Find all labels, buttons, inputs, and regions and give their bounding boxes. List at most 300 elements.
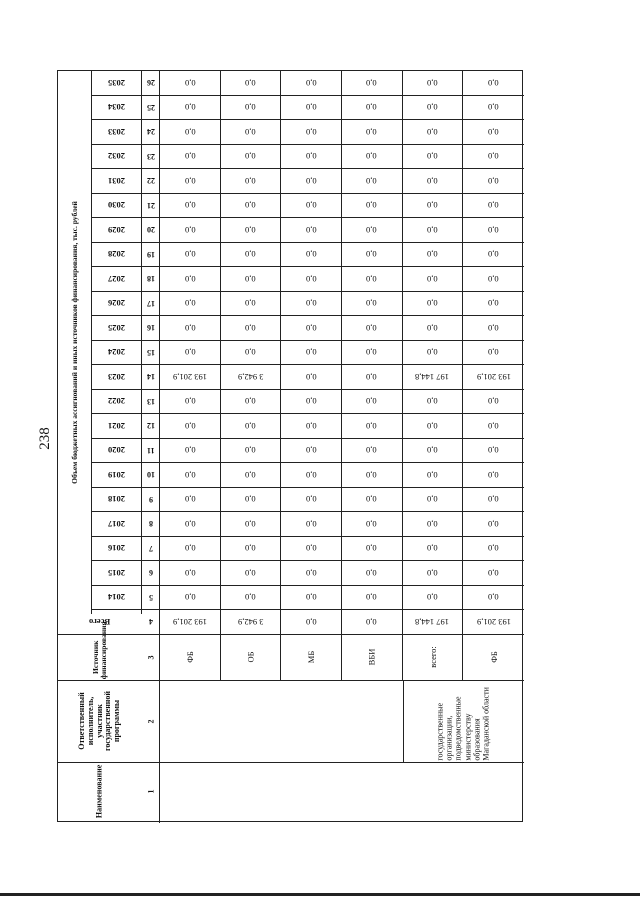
- column-number-cell: [142, 71, 159, 96]
- total-header-label: Всего: [89, 616, 111, 627]
- cell-value: 0,0: [245, 347, 256, 358]
- year-values-row: [160, 316, 524, 341]
- cell-value: 0,0: [305, 396, 317, 407]
- cell-value: 193 201,9: [476, 371, 511, 382]
- table-cell: [403, 586, 464, 610]
- column-number-cell: [142, 316, 159, 341]
- column-number: 19: [146, 249, 155, 259]
- cell-value: 0,0: [366, 249, 378, 260]
- cell-value: 0,0: [245, 200, 256, 211]
- table-cell: [403, 169, 464, 193]
- year-values-row: [160, 512, 524, 537]
- cell-value: 0,0: [488, 249, 499, 260]
- year-values-row: [160, 267, 524, 292]
- column-number: 2: [146, 719, 155, 723]
- column-number: 26: [146, 78, 155, 88]
- table-cell: [221, 71, 282, 95]
- year-label: 2025: [108, 322, 125, 333]
- table-cell: [342, 267, 403, 291]
- year-label: 2023: [108, 371, 125, 382]
- year-label: 2035: [108, 77, 125, 88]
- table-cell: [160, 488, 221, 512]
- column-number: 6: [148, 568, 153, 578]
- table-cell: [160, 120, 221, 144]
- table-cell: [221, 169, 282, 193]
- cell-value: 0,0: [184, 396, 196, 407]
- year-header-cell: [92, 439, 141, 464]
- cell-value: 0,0: [184, 469, 196, 480]
- column-number: 14: [146, 372, 155, 382]
- table-cell: [463, 243, 524, 267]
- cell-value: 0,0: [245, 396, 256, 407]
- year-header-column: [92, 71, 142, 614]
- table-cell: [221, 561, 282, 585]
- table-cell: [160, 292, 221, 316]
- cell-value: 0,0: [427, 445, 438, 456]
- cell-value: 0,0: [305, 200, 317, 211]
- cell-value: 0,0: [184, 224, 196, 235]
- cell-value: 0,0: [184, 102, 196, 113]
- cell-value: 0,0: [305, 224, 317, 235]
- year-header-cell: [92, 194, 141, 219]
- table-cell: [403, 365, 464, 389]
- year-values-row: [160, 463, 524, 488]
- year-header-cell: [92, 145, 141, 170]
- table-cell: [281, 586, 342, 610]
- cell-value: 0,0: [427, 77, 438, 88]
- cell-value: 0,0: [427, 469, 438, 480]
- cell-value: 0,0: [184, 77, 196, 88]
- table-cell: [160, 96, 221, 120]
- source-label: ФБ: [488, 651, 499, 663]
- cell-value: 0,0: [366, 298, 378, 309]
- column-number-cell: [142, 365, 159, 390]
- table-cell: [221, 292, 282, 316]
- table-cell: [160, 267, 221, 291]
- cell-value: 0,0: [427, 543, 438, 554]
- year-label: 2028: [108, 249, 125, 260]
- cell-value: 0,0: [184, 347, 196, 358]
- source-label: всего:: [427, 646, 438, 668]
- year-header-cell: [92, 267, 141, 292]
- table-cell: [463, 218, 524, 242]
- cell-value: 0,0: [245, 420, 256, 431]
- cell-value: 0,0: [427, 200, 438, 211]
- table-cell: [463, 561, 524, 585]
- table-cell: [342, 243, 403, 267]
- cell-value: 0,0: [305, 249, 317, 260]
- column-number-cell: [142, 439, 159, 464]
- table-cell: [463, 463, 524, 487]
- cell-value: 0,0: [305, 151, 317, 162]
- cell-value: 0,0: [305, 175, 317, 186]
- year-values-row: [160, 169, 524, 194]
- cell-value: 0,0: [366, 616, 378, 627]
- table-cell: [160, 71, 221, 95]
- cell-value: 0,0: [245, 518, 256, 529]
- cell-value: 193 201,9: [476, 616, 511, 627]
- cell-value: 0,0: [245, 567, 256, 578]
- table-cell: [403, 390, 464, 414]
- table-cell: [463, 96, 524, 120]
- year-label: 2019: [108, 469, 125, 480]
- table-cell: [221, 439, 282, 463]
- year-label: 2016: [108, 543, 125, 554]
- cell-value: 3 942,9: [237, 616, 264, 627]
- cell-value: 0,0: [305, 77, 317, 88]
- table-cell: [463, 610, 524, 634]
- cell-value: 0,0: [488, 322, 499, 333]
- year-values-row: [160, 439, 524, 464]
- table-cell: [403, 316, 464, 340]
- table-cell: [281, 292, 342, 316]
- table-cell: [281, 71, 342, 95]
- cell-value: 0,0: [427, 494, 438, 505]
- table-cell: [403, 341, 464, 365]
- name-header-label: Наименование: [94, 764, 104, 818]
- responsible-area: [160, 681, 524, 763]
- cell-value: 0,0: [245, 543, 256, 554]
- cell-value: 197 144,8: [415, 616, 450, 627]
- table-cell: [281, 341, 342, 365]
- cell-value: 0,0: [184, 543, 196, 554]
- cell-value: 0,0: [366, 592, 378, 603]
- column-number: 12: [146, 421, 155, 431]
- table-cell: [221, 610, 282, 634]
- source-cell: [281, 635, 342, 680]
- cell-value: 0,0: [427, 567, 438, 578]
- cell-value: 0,0: [366, 126, 378, 137]
- year-header-cell: [92, 512, 141, 537]
- table-cell: [342, 439, 403, 463]
- table-cell: [463, 414, 524, 438]
- table-cell: [281, 439, 342, 463]
- column-number: 3: [146, 655, 155, 659]
- cell-value: 193 201,9: [172, 371, 207, 382]
- table-cell: [403, 267, 464, 291]
- column-number-column: [142, 71, 160, 823]
- year-label: 2015: [108, 567, 125, 578]
- cell-value: 0,0: [427, 322, 438, 333]
- table-cell: [281, 218, 342, 242]
- table-cell: [221, 218, 282, 242]
- cell-value: 0,0: [245, 249, 256, 260]
- table-cell: [281, 365, 342, 389]
- column-number-cell: [142, 414, 159, 439]
- table-cell: [342, 512, 403, 536]
- year-label: 2026: [108, 298, 125, 309]
- year-label: 2029: [108, 224, 125, 235]
- cell-value: 0,0: [366, 224, 378, 235]
- cell-value: 0,0: [488, 126, 499, 137]
- column-number-cell: [142, 586, 159, 611]
- table-cell: [342, 145, 403, 169]
- column-number-cell: [142, 561, 159, 586]
- cell-value: 0,0: [488, 543, 499, 554]
- year-label: 2027: [108, 273, 125, 284]
- table-cell: [463, 145, 524, 169]
- cell-value: 0,0: [427, 298, 438, 309]
- year-header-cell: [92, 243, 141, 268]
- cell-value: 0,0: [305, 102, 317, 113]
- year-label: 2033: [108, 126, 125, 137]
- year-values-row: [160, 145, 524, 170]
- table-cell: [221, 341, 282, 365]
- year-header-cell: [92, 414, 141, 439]
- year-values-row: [160, 341, 524, 366]
- table-cell: [463, 292, 524, 316]
- year-label: 2022: [108, 396, 125, 407]
- column-number-cell: [142, 96, 159, 121]
- cell-value: 0,0: [245, 445, 256, 456]
- column-number-cell: [142, 512, 159, 537]
- column-number: 5: [148, 592, 153, 602]
- table-cell: [281, 463, 342, 487]
- table-cell: [281, 537, 342, 561]
- cell-value: 0,0: [245, 151, 256, 162]
- year-header-cell: [92, 341, 141, 366]
- cell-value: 0,0: [184, 420, 196, 431]
- responsible-text: государственные организации, подведомственные министерству образования Магаданской области: [435, 687, 491, 761]
- table-cell: [463, 316, 524, 340]
- table-cell: [342, 96, 403, 120]
- table-cell: [160, 194, 221, 218]
- table-cell: [403, 243, 464, 267]
- cell-value: 0,0: [366, 371, 378, 382]
- year-label: 2020: [108, 445, 125, 456]
- column-number-cell: [142, 292, 159, 317]
- year-label: 2030: [108, 200, 125, 211]
- cell-value: 0,0: [184, 200, 196, 211]
- table-cell: [342, 414, 403, 438]
- column-number: 16: [146, 323, 155, 333]
- table-cell: [160, 414, 221, 438]
- source-label: ВБИ: [366, 648, 377, 666]
- year-values-row: [160, 414, 524, 439]
- cell-value: 0,0: [184, 567, 196, 578]
- year-values-row: [160, 218, 524, 243]
- column-number: 21: [146, 200, 155, 210]
- year-header-cell: [92, 96, 141, 121]
- table-cell: [160, 561, 221, 585]
- footer-rule: [0, 893, 640, 896]
- year-values-row: [160, 390, 524, 415]
- column-number-cell: [142, 537, 159, 562]
- cell-value: 0,0: [488, 420, 499, 431]
- cell-value: 0,0: [305, 322, 317, 333]
- column-number: 10: [146, 470, 155, 480]
- column-number-cell: [142, 635, 159, 681]
- cell-value: 0,0: [245, 592, 256, 603]
- cell-value: 0,0: [245, 469, 256, 480]
- table-cell: [221, 488, 282, 512]
- table-cell: [160, 586, 221, 610]
- table-cell: [342, 610, 403, 634]
- cell-value: 0,0: [488, 567, 499, 578]
- table-cell: [342, 194, 403, 218]
- column-number-cell: [142, 763, 159, 821]
- cell-value: 0,0: [488, 298, 499, 309]
- column-number: 9: [148, 494, 153, 504]
- cell-value: 0,0: [366, 469, 378, 480]
- table-cell: [403, 439, 464, 463]
- cell-value: 0,0: [366, 322, 378, 333]
- table-cell: [160, 316, 221, 340]
- year-header-cell: [92, 561, 141, 586]
- table-cell: [463, 537, 524, 561]
- table-cell: [463, 341, 524, 365]
- year-label: 2034: [108, 102, 125, 113]
- table-cell: [403, 120, 464, 144]
- cell-value: 0,0: [488, 445, 499, 456]
- cell-value: 197 144,8: [415, 371, 450, 382]
- cell-value: 0,0: [488, 102, 499, 113]
- cell-value: 0,0: [245, 298, 256, 309]
- table-cell: [221, 243, 282, 267]
- responsible-header-label: Ответственный исполнитель, участник государственной программы: [77, 690, 122, 752]
- year-header-cell: [92, 463, 141, 488]
- table-cell: [342, 488, 403, 512]
- table-cell: [221, 390, 282, 414]
- table-cell: [221, 512, 282, 536]
- table-cell: [160, 169, 221, 193]
- table-cell: [463, 512, 524, 536]
- cell-value: 0,0: [488, 592, 499, 603]
- cell-value: 0,0: [184, 322, 196, 333]
- cell-value: 0,0: [245, 126, 256, 137]
- cell-value: 0,0: [488, 273, 499, 284]
- table-cell: [160, 365, 221, 389]
- table-cell: [463, 439, 524, 463]
- cell-value: 0,0: [245, 322, 256, 333]
- table-cell: [463, 488, 524, 512]
- table-cell: [221, 267, 282, 291]
- table-cell: [403, 292, 464, 316]
- cell-value: 0,0: [366, 543, 378, 554]
- page-number: 238: [36, 427, 53, 450]
- cell-value: 0,0: [427, 151, 438, 162]
- source-label: ОБ: [245, 651, 256, 663]
- cell-value: 0,0: [427, 592, 438, 603]
- table-cell: [342, 463, 403, 487]
- cell-value: 0,0: [305, 273, 317, 284]
- cell-value: 0,0: [184, 494, 196, 505]
- table-cell: [463, 169, 524, 193]
- cell-value: 0,0: [305, 371, 317, 382]
- cell-value: 0,0: [305, 543, 317, 554]
- column-number-cell: [142, 145, 159, 170]
- year-header-cell: [92, 218, 141, 243]
- table-cell: [221, 96, 282, 120]
- cell-value: 0,0: [184, 273, 196, 284]
- source-cell: [403, 635, 464, 680]
- year-header-cell: [92, 169, 141, 194]
- cell-value: 0,0: [366, 347, 378, 358]
- table-cell: [403, 194, 464, 218]
- table-cell: [281, 267, 342, 291]
- cell-value: 0,0: [488, 518, 499, 529]
- cell-value: 0,0: [366, 151, 378, 162]
- table-cell: [342, 292, 403, 316]
- total-values-row: [160, 610, 524, 635]
- cell-value: 0,0: [427, 396, 438, 407]
- cell-value: 0,0: [305, 592, 317, 603]
- cell-value: 0,0: [245, 102, 256, 113]
- column-number: 18: [146, 274, 155, 284]
- cell-value: 0,0: [305, 126, 317, 137]
- table-cell: [403, 218, 464, 242]
- cell-value: 0,0: [305, 347, 317, 358]
- cell-value: 0,0: [366, 77, 378, 88]
- table-cell: [221, 316, 282, 340]
- table-cell: [342, 365, 403, 389]
- table-cell: [281, 610, 342, 634]
- table-cell: [342, 316, 403, 340]
- table-cell: [281, 414, 342, 438]
- cell-value: 0,0: [488, 224, 499, 235]
- cell-value: 0,0: [305, 445, 317, 456]
- year-label: 2031: [108, 175, 125, 186]
- table-cell: [281, 145, 342, 169]
- column-number-cell: [142, 120, 159, 145]
- year-values-row: [160, 365, 524, 390]
- cell-value: 0,0: [366, 445, 378, 456]
- year-values-row: [160, 537, 524, 562]
- column-number: 13: [146, 396, 155, 406]
- table-cell: [463, 267, 524, 291]
- cell-value: 0,0: [427, 273, 438, 284]
- table-cell: [221, 586, 282, 610]
- cell-value: 0,0: [366, 175, 378, 186]
- year-label: 2021: [108, 420, 125, 431]
- cell-value: 0,0: [427, 175, 438, 186]
- table-cell: [342, 537, 403, 561]
- table-cell: [281, 243, 342, 267]
- table-cell: [403, 512, 464, 536]
- cell-value: 0,0: [366, 396, 378, 407]
- column-number-cell: [142, 681, 159, 763]
- cell-value: 0,0: [427, 102, 438, 113]
- table-cell: [403, 414, 464, 438]
- table-cell: [160, 610, 221, 634]
- table-cell: [342, 586, 403, 610]
- cell-value: 0,0: [488, 494, 499, 505]
- year-header-cell: [92, 390, 141, 415]
- table-cell: [342, 561, 403, 585]
- cell-value: 0,0: [488, 200, 499, 211]
- source-label: ФБ: [184, 651, 195, 663]
- column-number-cell: [142, 463, 159, 488]
- name-header: [58, 763, 142, 821]
- table-cell: [281, 169, 342, 193]
- column-number: 24: [146, 127, 155, 137]
- table-cell: [463, 586, 524, 610]
- table-cell: [221, 120, 282, 144]
- table-cell: [160, 512, 221, 536]
- cell-value: 0,0: [184, 249, 196, 260]
- cell-value: 0,0: [427, 518, 438, 529]
- table-cell: [463, 194, 524, 218]
- table-cell: [463, 365, 524, 389]
- cell-value: 0,0: [366, 273, 378, 284]
- table-cell: [403, 96, 464, 120]
- column-number-cell: [142, 488, 159, 513]
- table-cell: [160, 145, 221, 169]
- table-cell: [160, 463, 221, 487]
- cell-value: 0,0: [305, 298, 317, 309]
- source-cell: [463, 635, 524, 680]
- cell-value: 0,0: [488, 396, 499, 407]
